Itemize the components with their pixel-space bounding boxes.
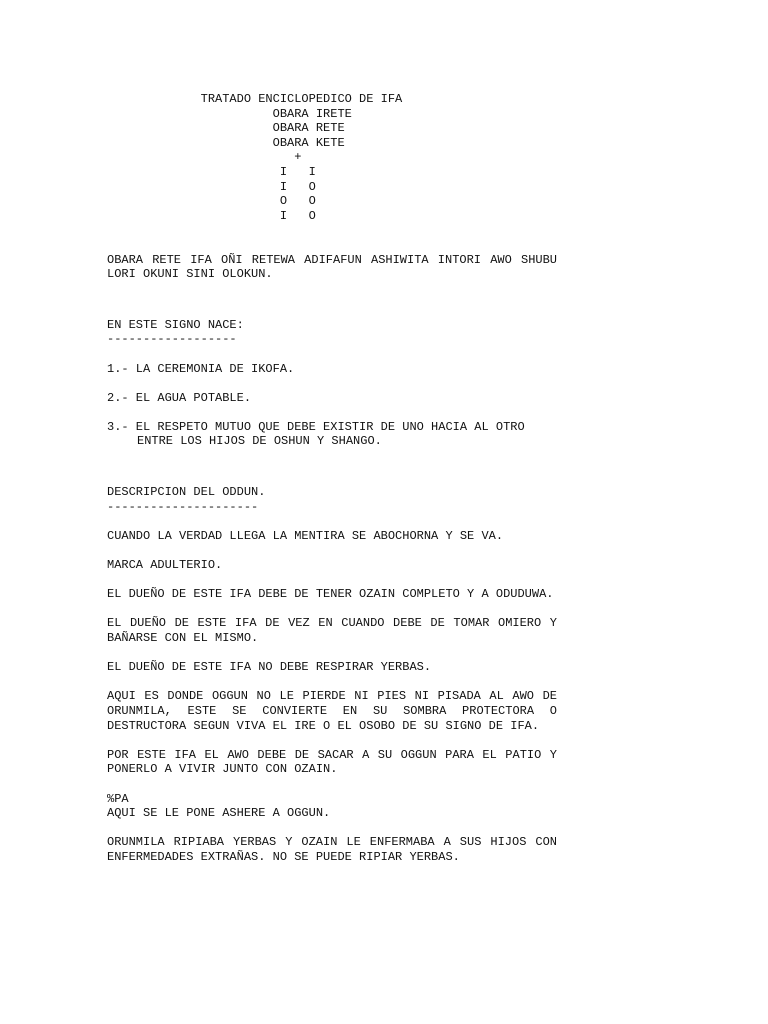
paragraph: POR ESTE IFA EL AWO DEBE DE SACAR A SU OGGUN PARA EL PATIO Y PONERLO A VIVIR JUNTO CON OZAIN.	[107, 747, 557, 777]
section-nace	[107, 318, 557, 449]
section-descripcion	[107, 485, 557, 864]
paragraph: ORUNMILA RIPIABA YERBAS Y OZAIN LE ENFERMABA A SUS HIJOS CON ENFERMEDADES EXTRAÑAS. NO SE PUEDE RIPIAR YERBAS.	[107, 835, 557, 864]
sign-mark-row-3: O O	[107, 194, 316, 209]
paragraph: EL DUEÑO DE ESTE IFA NO DEBE RESPIRAR YERBAS.	[107, 660, 432, 675]
header-title: TRATADO ENCICLOPEDICO DE IFA	[107, 92, 403, 106]
paragraph: MARCA ADULTERIO.	[107, 558, 223, 573]
section-nace-title: EN ESTE SIGNO NACE:	[107, 317, 244, 332]
list-item: 2.- EL AGUA POTABLE.	[107, 390, 252, 405]
section-nace-underline: ------------------	[107, 332, 237, 347]
section-descripcion-underline: ---------------------	[107, 499, 259, 514]
header-sign-name-2: OBARA RETE	[107, 121, 345, 136]
header-sign-name-1: OBARA IRETE	[107, 106, 352, 121]
header-cross: +	[107, 150, 302, 165]
header-sign-name-3: OBARA KETE	[107, 135, 345, 150]
pa-marker: %PA	[107, 791, 129, 806]
list-item: 1.- LA CEREMONIA DE IKOFA.	[107, 361, 295, 376]
sign-mark-row-4: I O	[107, 208, 316, 223]
paragraph: CUANDO LA VERDAD LLEGA LA MENTIRA SE ABOCHORNA Y SE VA.	[107, 528, 504, 543]
paragraph: EL DUEÑO DE ESTE IFA DE VEZ EN CUANDO DEBE DE TOMAR OMIERO Y BAÑARSE CON EL MISMO.	[107, 616, 557, 645]
list-item: 3.- EL RESPETO MUTUO QUE DEBE EXISTIR DE UNO HACIA AL OTRO ENTRE LOS HIJOS DE OSHUN Y SHANGO.	[107, 419, 525, 449]
section-descripcion-title: DESCRIPCION DEL ODDUN.	[107, 485, 266, 500]
paragraph: AQUI ES DONDE OGGUN NO LE PIERDE NI PIES NI PISADA AL AWO DE ORUNMILA, ESTE SE CONVIERTE EN SU SOMBRA PROTECTORA O DESTRUCTORA SEGUN VIVA EL IRE O EL OSOBO DE SU SIGNO DE IFA.	[107, 689, 557, 733]
document-page	[107, 92, 557, 865]
sign-mark-row-1: I I	[107, 164, 316, 179]
paragraph: EL DUEÑO DE ESTE IFA DEBE DE TENER OZAIN COMPLETO Y A ODUDUWA.	[107, 587, 554, 602]
intro-paragraph: OBARA RETE IFA OÑI RETEWA ADIFAFUN ASHIWITA INTORI AWO SHUBU LORI OKUNI SINI OLOKUN.	[107, 252, 557, 282]
document-header	[107, 92, 557, 223]
sign-mark-row-2: I O	[107, 179, 316, 194]
pa-line: AQUI SE LE PONE ASHERE A OGGUN.	[107, 806, 331, 821]
